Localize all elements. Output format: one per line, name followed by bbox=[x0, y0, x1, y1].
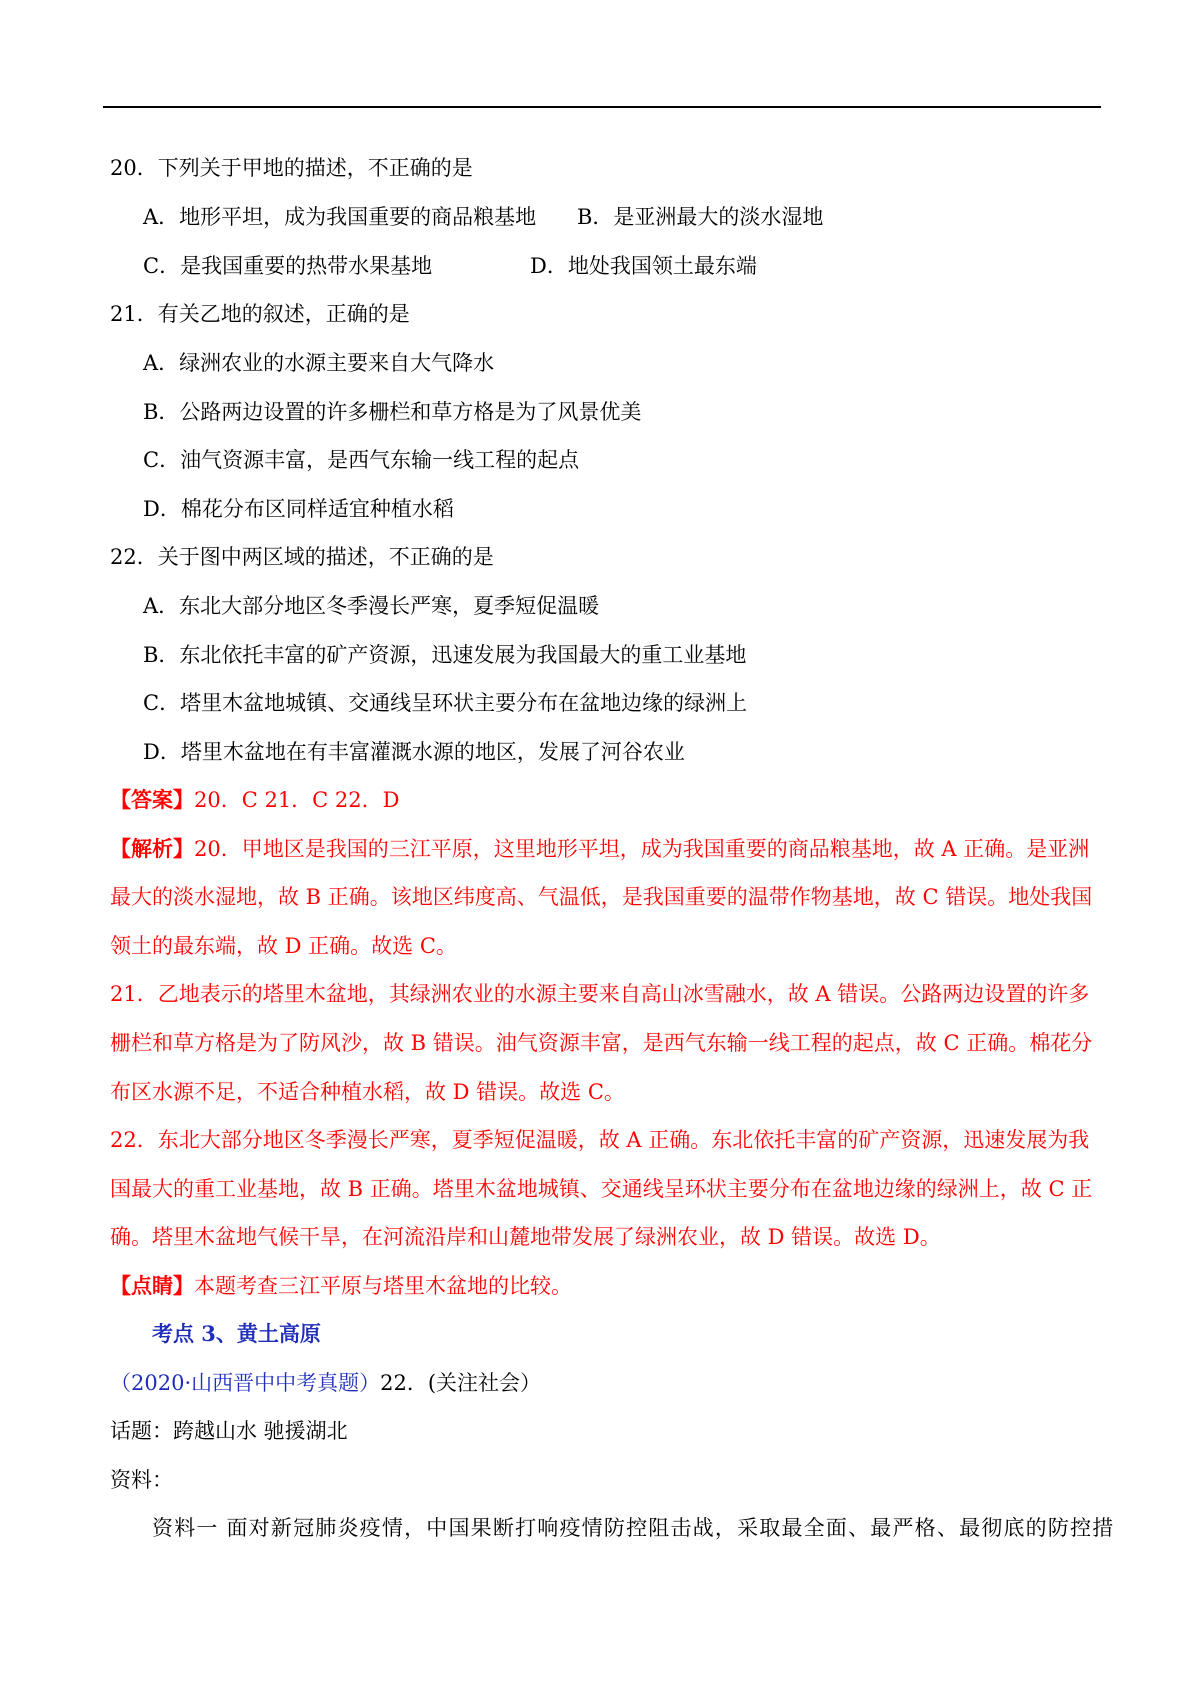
answer-line bbox=[110, 786, 400, 814]
question-21-option-b: B．公路两边设置的许多栅栏和草方格是为了风景优美 bbox=[143, 400, 642, 424]
question-22-stem: 22．关于图中两区域的描述，不正确的是 bbox=[110, 545, 494, 569]
comment-label: 【点睛】 bbox=[110, 1273, 194, 1298]
source-tag: （2020·山西晋中中考真题） bbox=[110, 1371, 381, 1395]
source-text: 22．(关注社会） bbox=[380, 1371, 542, 1395]
question-20-option-d: D．地处我国领土最东端 bbox=[530, 254, 757, 278]
question-22-option-b: B．东北依托丰富的矿产资源，迅速发展为我国最大的重工业基地 bbox=[143, 643, 747, 667]
materials-label: 资料： bbox=[110, 1468, 173, 1492]
analysis-21-line-2: 栅栏和草方格是为了防风沙，故 B 错误。油气资源丰富，是西气东输一线工程的起点，故 C 正确。棉花分 bbox=[110, 1031, 1093, 1055]
analysis-22-line-2: 国最大的重工业基地，故 B 正确。塔里木盆地城镇、交通线呈环状主要分布在盆地边缘的绿洲上，故 C 正 bbox=[110, 1177, 1093, 1201]
question-21-option-c: C．油气资源丰富，是西气东输一线工程的起点 bbox=[143, 448, 580, 472]
analysis-20-line-3: 领土的最东端，故 D 正确。故选 C。 bbox=[110, 934, 457, 958]
analysis-21-line-1: 21．乙地表示的塔里木盆地，其绿洲农业的水源主要来自高山冰雪融水，故 A 错误。公路两边设置的许多 bbox=[110, 982, 1090, 1006]
answer-text: 20．C 21．C 22．D bbox=[194, 788, 400, 812]
question-20-option-c: C．是我国重要的热带水果基地 bbox=[143, 254, 433, 278]
comment-line bbox=[110, 1272, 572, 1300]
analysis-20-line-1: 20．甲地区是我国的三江平原，这里地形平坦，成为我国重要的商品粮基地，故 A 正确。是亚洲 bbox=[194, 837, 1090, 861]
question-20-stem: 20．下列关于甲地的描述，不正确的是 bbox=[110, 156, 473, 180]
header-rule bbox=[103, 106, 1101, 108]
comment-text: 本题考查三江平原与塔里木盆地的比较。 bbox=[194, 1274, 572, 1298]
question-22-option-c: C．塔里木盆地城镇、交通线呈环状主要分布在盆地边缘的绿洲上 bbox=[143, 691, 748, 715]
analysis-21-line-3: 布区水源不足，不适合种植水稻，故 D 错误。故选 C。 bbox=[110, 1080, 625, 1104]
question-22-option-d: D．塔里木盆地在有丰富灌溉水源的地区，发展了河谷农业 bbox=[143, 740, 685, 764]
question-20-option-a: A．地形平坦，成为我国重要的商品粮基地 bbox=[143, 205, 537, 229]
analysis-line-1 bbox=[110, 835, 1089, 863]
question-21-option-a: A．绿洲农业的水源主要来自大气降水 bbox=[143, 351, 495, 375]
answer-label: 【答案】 bbox=[110, 787, 194, 812]
section-heading: 考点 3、黄土高原 bbox=[152, 1321, 321, 1346]
topic-line: 话题：跨越山水 驰援湖北 bbox=[110, 1419, 348, 1443]
question-21-option-d: D．棉花分布区同样适宜种植水稻 bbox=[143, 497, 454, 521]
analysis-22-line-3: 确。塔里木盆地气候干旱，在河流沿岸和山麓地带发展了绿洲农业，故 D 错误。故选 D。 bbox=[110, 1225, 941, 1249]
question-20-option-b: B．是亚洲最大的淡水湿地 bbox=[577, 205, 824, 229]
question-22-option-a: A．东北大部分地区冬季漫长严寒，夏季短促温暖 bbox=[143, 594, 600, 618]
material-one: 资料一 面对新冠肺炎疫情，中国果断打响疫情防控阻击战，采取最全面、最严格、最彻底的防控措 bbox=[152, 1516, 1115, 1540]
analysis-20-line-2: 最大的淡水湿地，故 B 正确。该地区纬度高、气温低，是我国重要的温带作物基地，故 C 错误。地处我国 bbox=[110, 885, 1093, 909]
source-line bbox=[110, 1369, 541, 1397]
analysis-22-line-1: 22．东北大部分地区冬季漫长严寒，夏季短促温暖，故 A 正确。东北依托丰富的矿产资源，迅速发展为我 bbox=[110, 1128, 1090, 1152]
analysis-label: 【解析】 bbox=[110, 836, 194, 861]
question-21-stem: 21．有关乙地的叙述，正确的是 bbox=[110, 302, 410, 326]
